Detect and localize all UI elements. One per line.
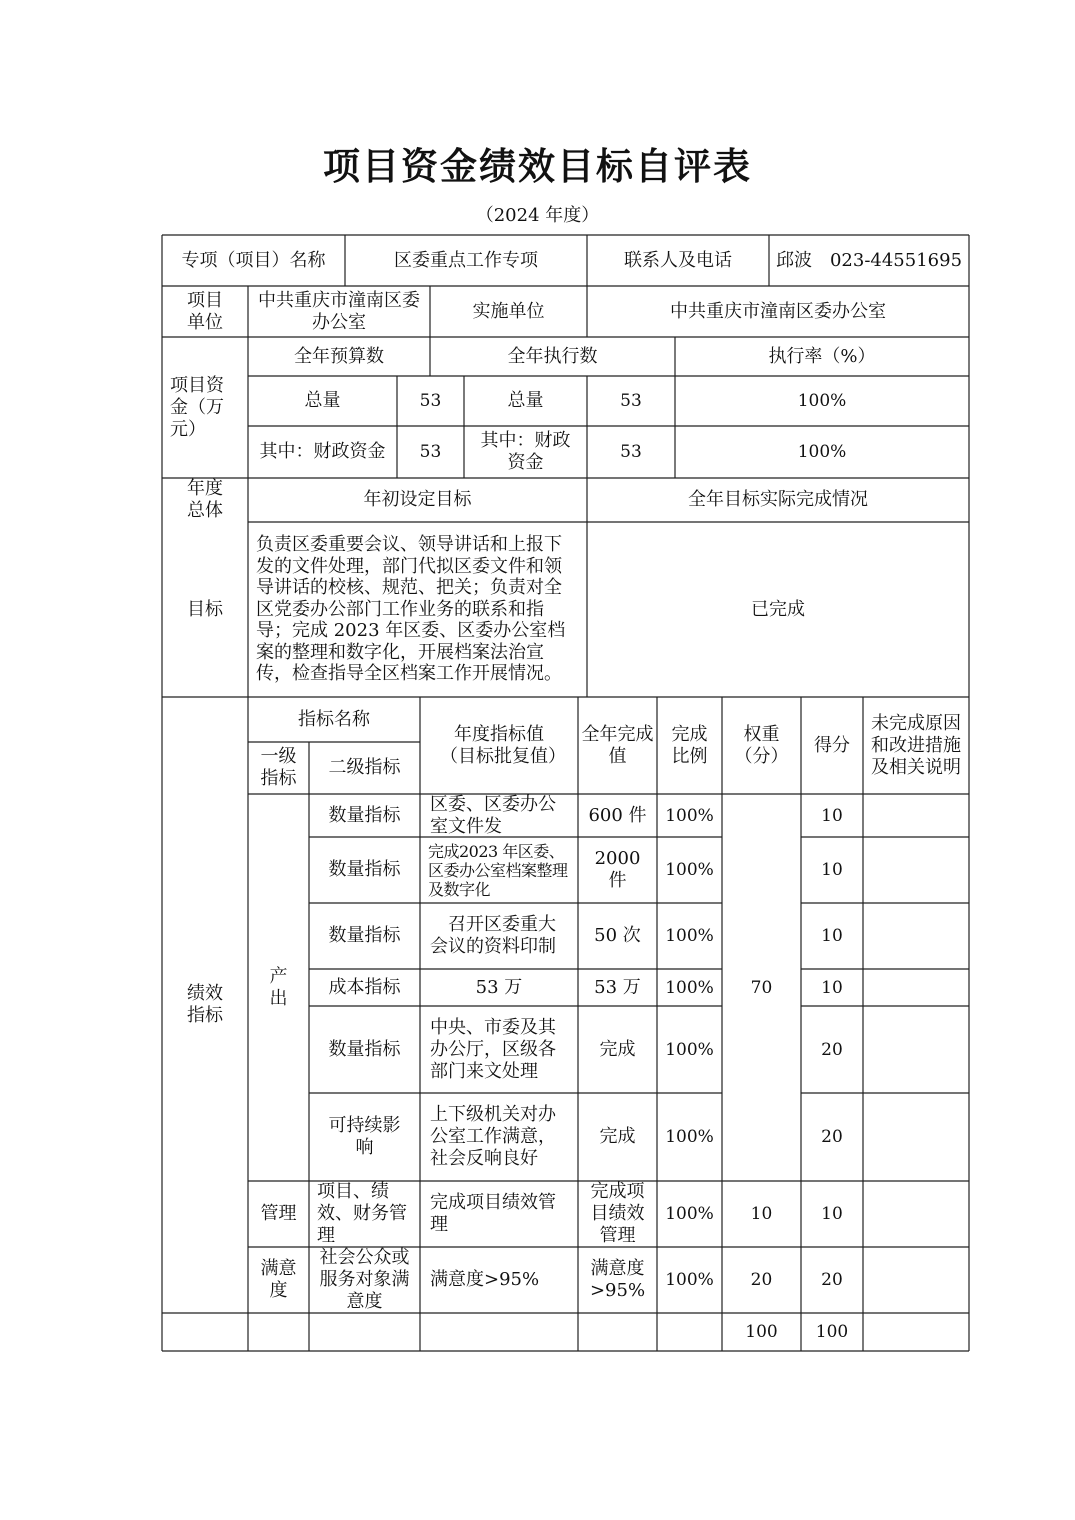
table-row-target: 完成2023 年区委、区委办公室档案整理及数字化 bbox=[428, 841, 568, 899]
col-level1-header: 一级指标 bbox=[260, 746, 297, 789]
col-target-header: 年度指标值（目标批复值） bbox=[440, 723, 566, 767]
year-subtitle: （2024 年度） bbox=[475, 205, 600, 226]
contact-label: 联系人及电话 bbox=[624, 249, 732, 271]
satis-score: 20 bbox=[821, 1270, 843, 1290]
page-title: 项目资金绩效目标自评表 bbox=[323, 144, 752, 188]
group-output-label: 产出 bbox=[269, 965, 288, 1009]
mgmt-level2: 项目、绩效、财务管理 bbox=[317, 1181, 407, 1246]
unit-value: 中共重庆市潼南区委办公室 bbox=[258, 289, 420, 333]
table-row-level2: 数量指标 bbox=[328, 1038, 401, 1060]
goal-overall-label: 年度总体 bbox=[187, 478, 223, 521]
col-reason-header: 未完成原因和改进措施及相关说明 bbox=[871, 712, 961, 778]
table-row-actual: 600 件 bbox=[588, 804, 647, 826]
satis-ratio: 100% bbox=[665, 1270, 714, 1290]
table-row-level2: 数量指标 bbox=[328, 804, 401, 826]
table-row-ratio: 100% bbox=[665, 805, 714, 826]
satis-level2: 社会公众或服务对象满意度 bbox=[319, 1247, 410, 1312]
unit-label: 项目单位 bbox=[187, 289, 223, 333]
budget-label: 全年预算数 bbox=[294, 345, 384, 367]
total-rate-value: 100% bbox=[797, 391, 847, 411]
goal-actual-text: 已完成 bbox=[751, 598, 805, 620]
table-row-target: 区委、区委办公室文件发 bbox=[430, 793, 556, 837]
total-budget-label: 总量 bbox=[304, 390, 341, 411]
col-ratio-header: 完成比例 bbox=[671, 723, 708, 767]
table-row-score: 10 bbox=[821, 977, 843, 998]
col-score-header: 得分 bbox=[814, 734, 850, 756]
satis-actual: 满意度>95% bbox=[589, 1258, 646, 1301]
goal-label: 目标 bbox=[187, 598, 223, 620]
indicators-section-label: 绩效指标 bbox=[187, 983, 223, 1026]
total-exec-value: 53 bbox=[620, 391, 642, 411]
table-row-target: 中央、市委及其办公厅，区级各部门来文处理 bbox=[430, 1016, 556, 1082]
table-row-target: 召开区委重大会议的资料印制 bbox=[430, 914, 556, 957]
contact-value: 邱波 023-44551695 bbox=[775, 249, 963, 271]
group-output-weight: 70 bbox=[750, 977, 773, 998]
table-row-score: 10 bbox=[821, 860, 843, 880]
fiscal-budget-label: 其中：财政资金 bbox=[259, 441, 386, 462]
mgmt-actual: 完成项目绩效管理 bbox=[590, 1181, 645, 1246]
total-score: 100 bbox=[815, 1322, 849, 1342]
exec-label: 全年执行数 bbox=[507, 345, 598, 367]
table-row-ratio: 100% bbox=[665, 860, 714, 880]
total-budget-value: 53 bbox=[419, 391, 442, 411]
table-row-score: 10 bbox=[821, 926, 843, 946]
mgmt-weight: 10 bbox=[750, 1204, 773, 1224]
col-level2-header: 二级指标 bbox=[328, 757, 401, 778]
impl-value: 中共重庆市潼南区委办公室 bbox=[670, 300, 886, 322]
fiscal-exec-label: 其中：财政资金 bbox=[480, 430, 571, 473]
goal-plan-label: 年初设定目标 bbox=[363, 489, 472, 510]
table-row-actual: 2000 件 bbox=[594, 848, 641, 891]
col-name-header: 指标名称 bbox=[298, 708, 370, 730]
satis-weight: 20 bbox=[750, 1270, 773, 1290]
project-name-label: 专项（项目）名称 bbox=[181, 249, 326, 271]
project-name: 区委重点工作专项 bbox=[394, 249, 538, 271]
goal-plan-text: 负责区委重要会议、领导讲话和上报下发的文件处理，部门代拟区委文件和领导讲话的校核、规范、把关；负责对全区党委办公部门工作业务的联系和指导；完成 2023 年区委、区委办公室档案的整理和数字化，开展档案法治宣传，检查指导全区档案工作开展情况。 bbox=[256, 534, 566, 685]
table-row-level2: 成本指标 bbox=[328, 976, 401, 998]
table-row-level2: 数量指标 bbox=[328, 925, 401, 946]
total-exec-label: 总量 bbox=[507, 390, 544, 411]
table-row-ratio: 100% bbox=[665, 977, 714, 998]
table-row-score: 20 bbox=[821, 1127, 843, 1147]
mgmt-score: 10 bbox=[821, 1204, 843, 1224]
mgmt-ratio: 100% bbox=[665, 1204, 714, 1224]
table-row-target: 53 万 bbox=[475, 976, 523, 998]
col-actual-header: 全年完成值 bbox=[581, 723, 654, 767]
table-row-target: 上下级机关对办公室工作满意，社会反响良好 bbox=[430, 1104, 556, 1169]
table-row-level2: 数量指标 bbox=[328, 859, 401, 880]
rate-label: 执行率（%） bbox=[768, 345, 876, 367]
total-weight: 100 bbox=[745, 1322, 778, 1342]
funds-label: 项目资金（万元） bbox=[170, 374, 224, 440]
table-row-score: 10 bbox=[821, 805, 843, 826]
table-row-actual: 53 万 bbox=[594, 976, 641, 998]
fiscal-exec-value: 53 bbox=[620, 442, 642, 462]
table-row-ratio: 100% bbox=[665, 1039, 714, 1060]
mgmt-target: 完成项目绩效管理 bbox=[430, 1192, 556, 1235]
fiscal-budget-value: 53 bbox=[419, 442, 442, 462]
table-row-actual: 50 次 bbox=[594, 925, 641, 946]
satis-level1: 满意度 bbox=[260, 1258, 297, 1301]
impl-label: 实施单位 bbox=[472, 300, 545, 322]
table-row-actual: 完成 bbox=[599, 1126, 636, 1147]
table-row-score: 20 bbox=[821, 1039, 843, 1060]
table-row-level2: 可持续影响 bbox=[328, 1115, 401, 1158]
mgmt-level1: 管理 bbox=[260, 1203, 297, 1224]
table-row-ratio: 100% bbox=[665, 1127, 714, 1147]
table-row-actual: 完成 bbox=[599, 1038, 636, 1060]
satis-target: 满意度>95% bbox=[430, 1269, 540, 1290]
goal-actual-label: 全年目标实际完成情况 bbox=[688, 489, 868, 510]
col-weight-header: 权重（分） bbox=[734, 723, 789, 767]
table-row-ratio: 100% bbox=[665, 926, 714, 946]
fiscal-rate-value: 100% bbox=[797, 442, 847, 462]
